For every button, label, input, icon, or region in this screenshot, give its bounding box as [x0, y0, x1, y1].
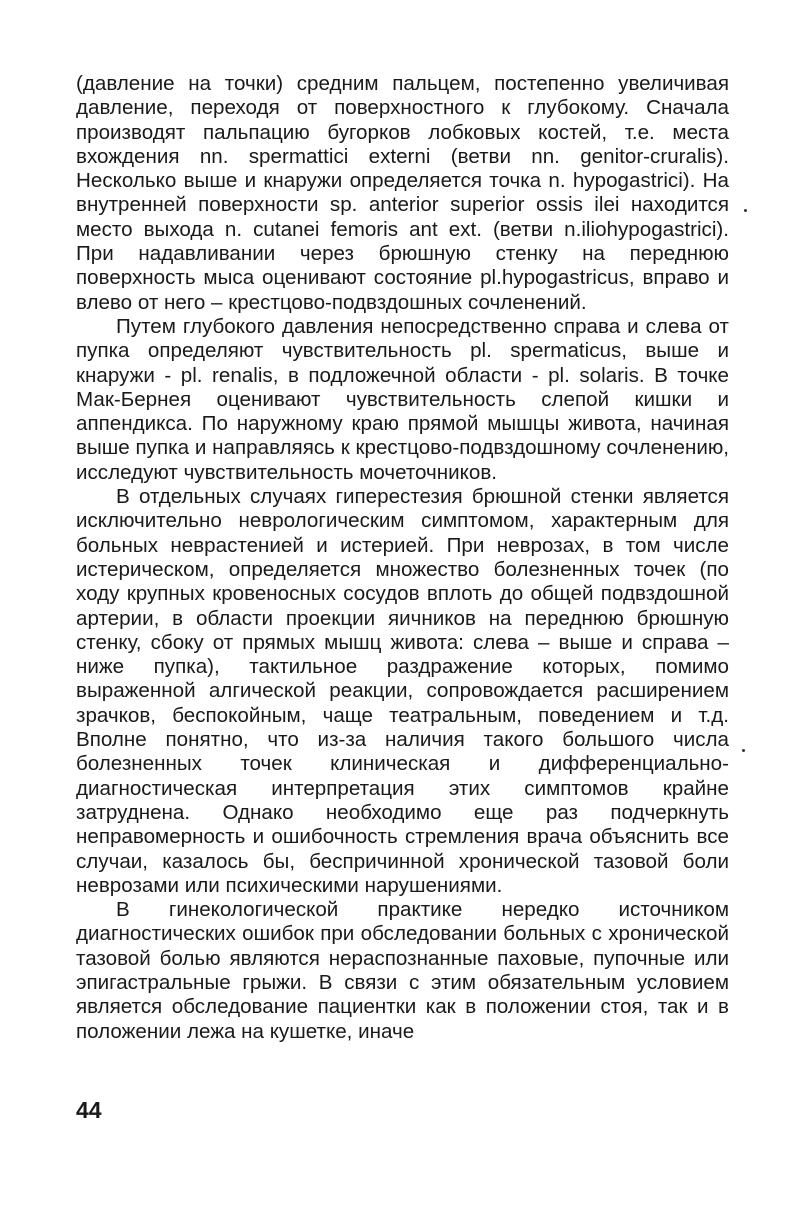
page-number: 44 — [76, 1097, 102, 1123]
scan-speck — [744, 209, 747, 212]
page-body — [76, 72, 729, 1044]
scan-speck — [742, 749, 745, 752]
paragraph-2: Путем глубокого давления непосредственно справа и слева от пупка определяют чувствительность pl. spermaticus, выше и кнаружи - pl. renalis, в подложечной области - pl. solaris. В точке Мак-Бернея оценивают чувствительность слепой кишки и аппендикса. По наружному краю прямой мышцы живота, начиная выше пупка и направляясь к крестцово-подвздошному сочленению, исследуют чувствительность мочеточников. — [76, 314, 729, 484]
paragraph-1: (давление на точки) средним пальцем, постепенно увеличивая давление, переходя от поверхностного к глубокому. Сначала производят пальпацию бугорков лобковых костей, т.е. места вхождения nn. spermattici externi (ветви nn. genitor-cruralis). Несколько выше и кнаружи определяется точка n. hypogastrici). На внутренней поверхности sp. anterior superior ossis ilei находится место выхода n. cutanei femoris ant ext. (ветви n.iliohypogastrici). При надавливании через брюшную стенку на переднюю поверхность мыса оценивают состояние pl.hypogastricus, вправо и влево от него – крестцово-подвздошных сочленений. — [76, 72, 729, 314]
paragraph-4: В гинекологической практике нередко источником диагностических ошибок при обследовании больных с хронической тазовой болью являются нераспознанные паховые, пупочные или эпигастральные грыжи. В связи с этим обязательным условием является обследование пациентки как в положении стоя, так и в положении лежа на кушетке, иначе — [76, 898, 729, 1043]
paragraph-3: В отдельных случаях гиперестезия брюшной стенки является исключительно неврологическим симптомом, характерным для больных неврастенией и истерией. При неврозах, в том числе истерическом, определяется множество болезненных точек (по ходу крупных кровеносных сосудов вплоть до общей подвздошной артерии, в области проекции яичников на переднюю брюшную стенку, сбоку от прямых мышц живота: слева – выше и справа – ниже пупка), тактильное раздражение которых, помимо выраженной алгической реакции, сопровождается расширением зрачков, беспокойным, чаще театральным, поведением и т.д. Вполне понятно, что из-за наличия такого большого числа болезненных точек клиническая и дифференциально-диагностическая интерпретация этих симптомов крайне затруднена. Однако необходимо еще раз подчеркнуть неправомерность и ошибочность стремления врача объяснить все случаи, казалось бы, беспричинной хронической тазовой боли неврозами или психическими нарушениями. — [76, 485, 729, 897]
